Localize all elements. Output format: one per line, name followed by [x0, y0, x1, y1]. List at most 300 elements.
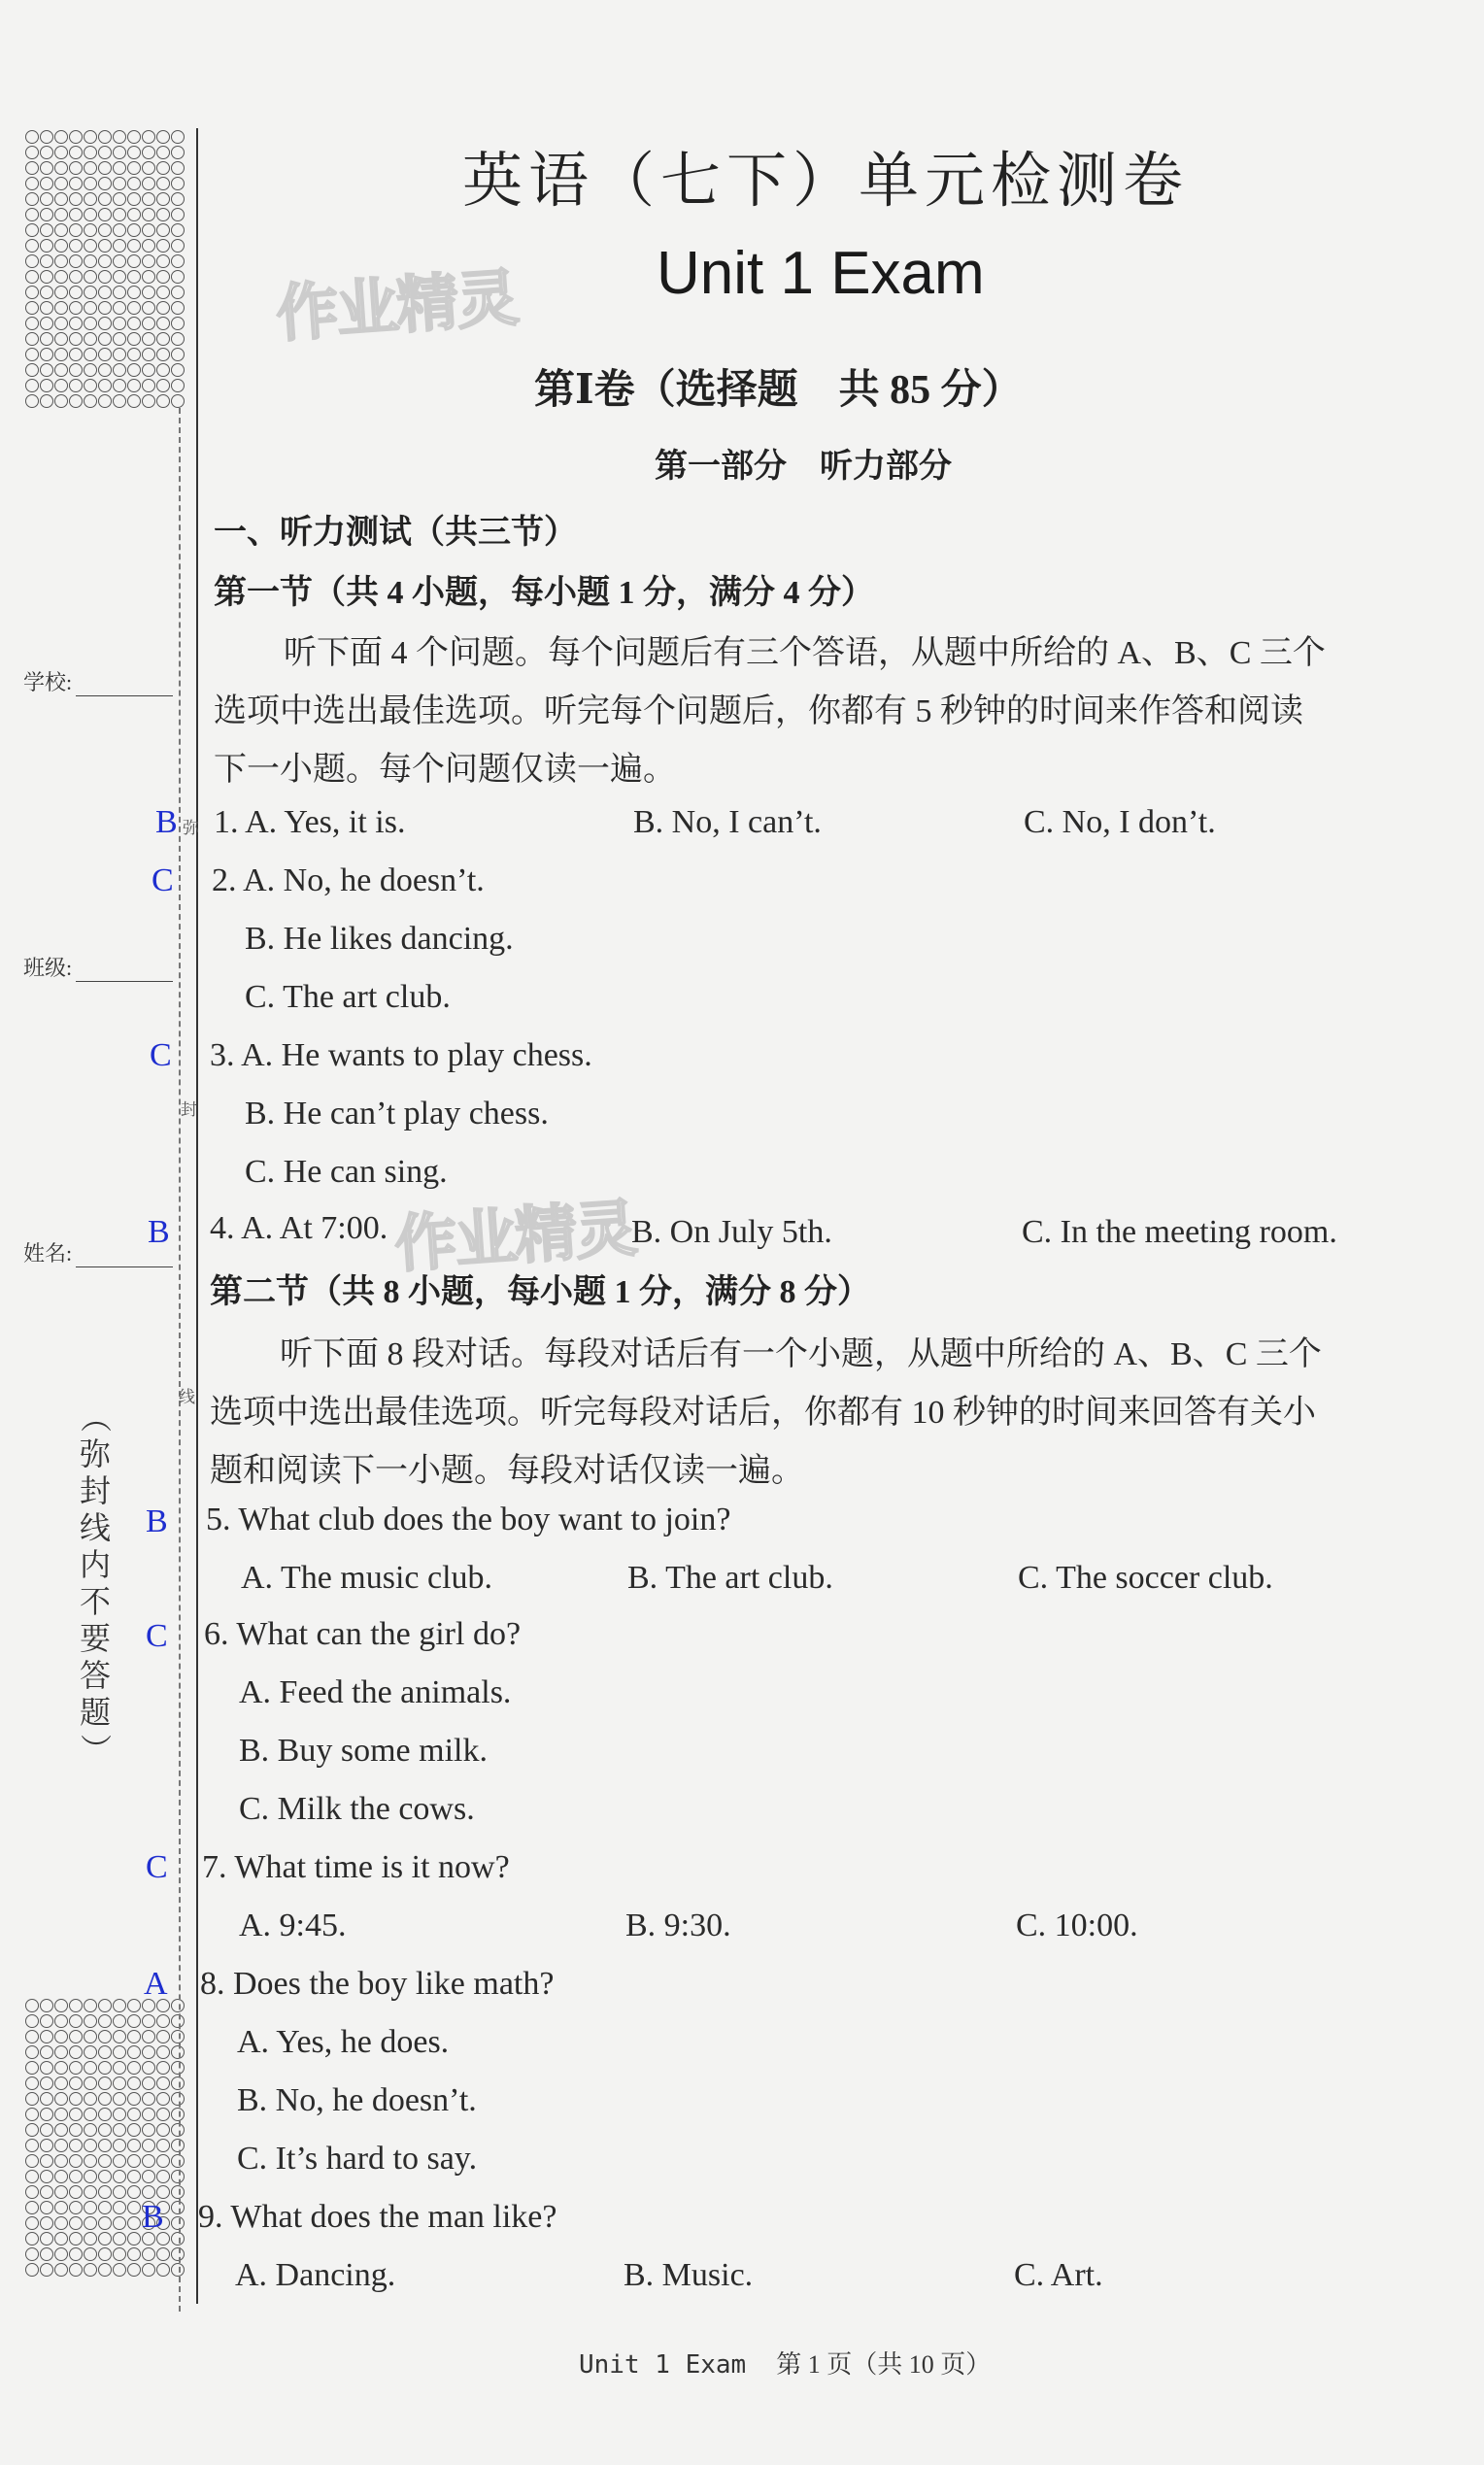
binding-circle [127, 2077, 141, 2090]
binding-circle [69, 394, 83, 408]
binding-circle [156, 270, 170, 284]
binding-circle [127, 2014, 141, 2028]
binding-circle-row [25, 363, 190, 379]
binding-circle [171, 363, 185, 377]
seal-note-char: 不 [79, 1584, 111, 1619]
binding-circle [54, 2077, 68, 2090]
binding-circle [156, 379, 170, 392]
binding-circle [54, 379, 68, 392]
binding-circle [25, 363, 39, 377]
binding-circle [156, 161, 170, 175]
listening-heading: 一、听力测试（共三节） [214, 515, 577, 551]
binding-circle [54, 270, 68, 284]
binding-circle [40, 2108, 53, 2121]
binding-circle [113, 2077, 126, 2090]
binding-circle [84, 332, 97, 346]
binding-circle [98, 192, 112, 206]
binding-circle [127, 161, 141, 175]
binding-circle [84, 2108, 97, 2121]
binding-circle [69, 270, 83, 284]
binding-circle [98, 2154, 112, 2168]
binding-circle [25, 394, 39, 408]
q1-option-b: B. No, I can’t. [633, 804, 822, 840]
q1-option-c: C. No, I don’t. [1024, 804, 1216, 840]
binding-circle-row [25, 317, 190, 332]
binding-circle [113, 2014, 126, 2028]
binding-circle [113, 1999, 126, 2012]
binding-circle [171, 1999, 185, 2012]
binding-circle-row [25, 2216, 190, 2232]
binding-circle [54, 2139, 68, 2152]
binding-circle [69, 192, 83, 206]
binding-circle [142, 379, 155, 392]
seal-char-feng: 封 [181, 1100, 197, 1119]
binding-circle [54, 2014, 68, 2028]
binding-circle [171, 332, 185, 346]
binding-circle [156, 332, 170, 346]
binding-circle [69, 2123, 83, 2137]
binding-circle [54, 208, 68, 221]
binding-circle-row [25, 2154, 190, 2170]
binding-circle [54, 332, 68, 346]
binding-circle-row [25, 223, 190, 239]
binding-circle [25, 301, 39, 315]
binding-circle [54, 2247, 68, 2261]
binding-circle [98, 2092, 112, 2106]
binding-circle-row [25, 2014, 190, 2030]
binding-circle [142, 2092, 155, 2106]
binding-circle [25, 2061, 39, 2075]
binding-circle [98, 2045, 112, 2059]
binding-circle [69, 2232, 83, 2246]
binding-circle [40, 2014, 53, 2028]
binding-circle [156, 363, 170, 377]
binding-circle [156, 177, 170, 190]
seal-note-char: 答 [79, 1658, 111, 1693]
binding-circle [25, 1999, 39, 2012]
binding-circle-row [25, 394, 190, 410]
binding-circle [127, 192, 141, 206]
binding-circle [98, 2263, 112, 2277]
binding-circle [69, 2108, 83, 2121]
seal-note-char: 线 [79, 1510, 111, 1545]
binding-circle [40, 348, 53, 361]
binding-circle-row [25, 2092, 190, 2108]
q7-option-c: C. 10:00. [1016, 1908, 1138, 1943]
binding-circle [25, 223, 39, 237]
binding-circle [113, 223, 126, 237]
binding-circle [142, 2123, 155, 2137]
binding-circle [25, 270, 39, 284]
binding-circle [156, 2014, 170, 2028]
binding-circle [142, 301, 155, 315]
binding-circle [98, 2077, 112, 2090]
binding-circle-row [25, 348, 190, 363]
binding-circle [40, 2201, 53, 2214]
binding-circle-row [25, 286, 190, 301]
binding-circle [127, 2092, 141, 2106]
binding-circle [113, 394, 126, 408]
binding-circle [113, 177, 126, 190]
binding-circle [84, 2014, 97, 2028]
binding-circle [171, 223, 185, 237]
binding-circle [171, 379, 185, 392]
binding-circle [40, 270, 53, 284]
binding-circle [40, 394, 53, 408]
binding-circle [142, 2014, 155, 2028]
binding-circle [142, 2077, 155, 2090]
binding-circle [54, 1999, 68, 2012]
q5-option-b: B. The art club. [627, 1560, 833, 1596]
binding-circle [84, 2092, 97, 2106]
binding-circle [171, 239, 185, 253]
binding-circle [113, 363, 126, 377]
binding-circle [54, 2061, 68, 2075]
binding-circle [127, 2139, 141, 2152]
binding-circle [25, 2092, 39, 2106]
binding-circle [69, 1999, 83, 2012]
q9-option-c: C. Art. [1014, 2257, 1103, 2293]
binding-circle-row [25, 177, 190, 192]
answer-q8: A [144, 1966, 168, 2002]
binding-circle [113, 2247, 126, 2261]
binding-circle [25, 2123, 39, 2137]
binding-circle [142, 2061, 155, 2075]
q8-option-a: A. Yes, he does. [237, 2024, 450, 2060]
binding-circle-row [25, 2030, 190, 2045]
binding-circle [98, 348, 112, 361]
answer-q4: B [148, 1214, 170, 1250]
binding-circle [69, 146, 83, 159]
binding-circle [113, 239, 126, 253]
binding-circle [156, 2092, 170, 2106]
binding-circle [127, 394, 141, 408]
school-field[interactable] [23, 666, 173, 696]
binding-circle [54, 192, 68, 206]
binding-circle [156, 286, 170, 299]
binding-circle [113, 2232, 126, 2246]
binding-circle [54, 2092, 68, 2106]
question-6: 6. What can the girl do? [204, 1616, 522, 1652]
binding-circle [25, 2139, 39, 2152]
binding-circle [69, 286, 83, 299]
exam-title: 英语（七下）单元检测卷 [462, 149, 1190, 215]
binding-circle [84, 223, 97, 237]
binding-circle [142, 286, 155, 299]
binding-circle [127, 146, 141, 159]
binding-circle [113, 270, 126, 284]
binding-circle [127, 270, 141, 284]
question-2: 2. A. No, he doesn’t. [212, 862, 485, 898]
binding-circle [127, 286, 141, 299]
binding-circle [171, 2247, 185, 2261]
binding-circle [40, 208, 53, 221]
q8-option-c: C. It’s hard to say. [237, 2141, 478, 2177]
binding-circle [40, 192, 53, 206]
binding-circle [69, 177, 83, 190]
binding-circle [113, 161, 126, 175]
binding-circle [84, 2216, 97, 2230]
binding-circle [98, 301, 112, 315]
binding-circle [156, 130, 170, 144]
binding-circle [127, 2247, 141, 2261]
section-1-instructions-line-3: 下一小题。每个问题仅读一遍。 [214, 752, 676, 788]
binding-circles-bottom [25, 1999, 190, 2279]
binding-circle [98, 332, 112, 346]
binding-circle [127, 2232, 141, 2246]
binding-circle-row [25, 161, 190, 177]
binding-circle [84, 2061, 97, 2075]
binding-circle [69, 2061, 83, 2075]
binding-circle [171, 192, 185, 206]
binding-circle [156, 2154, 170, 2168]
binding-circle [98, 317, 112, 330]
binding-circle [54, 301, 68, 315]
binding-circle [98, 2061, 112, 2075]
binding-circle [40, 2154, 53, 2168]
binding-circle-row [25, 192, 190, 208]
binding-circle-row [25, 270, 190, 286]
binding-circle-row [25, 2061, 190, 2077]
binding-circle [54, 317, 68, 330]
binding-circle [40, 223, 53, 237]
binding-circle [98, 363, 112, 377]
binding-circles-top [25, 130, 190, 410]
binding-circle [171, 301, 185, 315]
seal-char-mi: 弥 [183, 819, 199, 837]
binding-circle [25, 2247, 39, 2261]
binding-circle [171, 2123, 185, 2137]
binding-circle [40, 286, 53, 299]
binding-circle [156, 2123, 170, 2137]
binding-circle [54, 2185, 68, 2199]
binding-circle [40, 161, 53, 175]
binding-circle [113, 2061, 126, 2075]
binding-circle [40, 2077, 53, 2090]
binding-circle [156, 348, 170, 361]
binding-circle [98, 2014, 112, 2028]
binding-circle [142, 2108, 155, 2121]
binding-circle [69, 2030, 83, 2043]
binding-circle [54, 2030, 68, 2043]
binding-circle [25, 2077, 39, 2090]
binding-circle [54, 348, 68, 361]
question-1: 1. A. Yes, it is. [214, 804, 406, 840]
seal-dashed-line [179, 408, 181, 2312]
binding-circle [69, 2170, 83, 2183]
binding-circle [84, 130, 97, 144]
q2-option-c: C. The art club. [245, 979, 451, 1015]
section-2-heading: 第二节（共 8 小题，每小题 1 分，满分 8 分） [210, 1274, 870, 1310]
binding-circle [25, 239, 39, 253]
binding-circle [98, 2216, 112, 2230]
binding-circle [171, 2077, 185, 2090]
binding-circle [142, 239, 155, 253]
binding-circle [171, 317, 185, 330]
binding-circle [171, 2108, 185, 2121]
binding-circle [127, 2061, 141, 2075]
binding-circle [98, 1999, 112, 2012]
binding-circle [127, 223, 141, 237]
binding-circle [25, 2232, 39, 2246]
binding-circle [40, 146, 53, 159]
binding-circle [127, 177, 141, 190]
binding-circle [142, 270, 155, 284]
binding-circle [98, 130, 112, 144]
binding-circle-row [25, 239, 190, 254]
binding-circle [171, 2263, 185, 2277]
binding-circle [84, 301, 97, 315]
q4-option-c: C. In the meeting room. [1022, 1214, 1337, 1250]
binding-circle [84, 2263, 97, 2277]
binding-circle [54, 239, 68, 253]
section-2-instructions-line-2: 选项中选出最佳选项。听完每段对话后，你都有 10 秒钟的时间来回答有关小 [210, 1395, 1316, 1431]
binding-circle [84, 2247, 97, 2261]
binding-circle [98, 394, 112, 408]
page-footer [579, 2345, 991, 2381]
binding-border-line [196, 128, 198, 2304]
binding-circle [171, 2092, 185, 2106]
binding-circle [127, 1999, 141, 2012]
binding-circle [127, 2123, 141, 2137]
binding-circle [156, 2108, 170, 2121]
binding-circle [84, 2077, 97, 2090]
binding-circle [69, 379, 83, 392]
binding-circle [84, 1999, 97, 2012]
binding-circle [156, 192, 170, 206]
binding-circle [98, 2170, 112, 2183]
binding-circle [113, 2185, 126, 2199]
binding-circle [40, 2232, 53, 2246]
binding-circle [142, 254, 155, 268]
binding-circle [171, 2030, 185, 2043]
binding-circle [54, 2216, 68, 2230]
answer-q1: B [155, 804, 178, 840]
binding-circle [171, 161, 185, 175]
question-7: 7. What time is it now? [202, 1849, 510, 1885]
binding-circle [54, 394, 68, 408]
binding-circle-row [25, 208, 190, 223]
binding-circle [69, 301, 83, 315]
binding-circle [98, 177, 112, 190]
section-1-instructions-line-2: 选项中选出最佳选项。听完每个问题后，你都有 5 秒钟的时间来作答和阅读 [214, 693, 1303, 729]
binding-circle [84, 379, 97, 392]
school-underline [76, 676, 173, 696]
binding-circle [54, 161, 68, 175]
binding-circle [84, 192, 97, 206]
binding-circle [142, 317, 155, 330]
q3-option-b: B. He can’t play chess. [245, 1096, 549, 1131]
binding-circle [113, 301, 126, 315]
binding-circle [156, 2247, 170, 2261]
binding-circle [69, 254, 83, 268]
q8-option-b: B. No, he doesn’t. [237, 2082, 477, 2118]
binding-circle [25, 161, 39, 175]
question-4: 4. A. At 7:00. [210, 1210, 388, 1246]
binding-circle [98, 2185, 112, 2199]
q9-option-b: B. Music. [624, 2257, 754, 2293]
binding-circle-row [25, 2139, 190, 2154]
binding-circle [142, 363, 155, 377]
binding-circle [127, 2045, 141, 2059]
q7-option-b: B. 9:30. [625, 1908, 731, 1943]
binding-circle [127, 130, 141, 144]
class-field[interactable] [23, 952, 173, 982]
binding-circle [69, 2185, 83, 2199]
binding-circle [127, 2154, 141, 2168]
binding-circle [54, 2201, 68, 2214]
binding-circle [127, 239, 141, 253]
binding-circle [40, 2030, 53, 2043]
binding-circle [69, 2263, 83, 2277]
footer-unit: Unit 1 Exam [579, 2350, 747, 2380]
binding-circle [40, 2216, 53, 2230]
binding-circle [69, 363, 83, 377]
binding-circle-row [25, 146, 190, 161]
binding-circle [54, 177, 68, 190]
binding-circle [127, 332, 141, 346]
binding-circle [171, 2014, 185, 2028]
binding-circle [84, 239, 97, 253]
binding-circle [40, 2247, 53, 2261]
q6-option-a: A. Feed the animals. [239, 1674, 512, 1710]
binding-circle [171, 254, 185, 268]
binding-circle-row [25, 332, 190, 348]
binding-circle [127, 2170, 141, 2183]
binding-circle [84, 161, 97, 175]
binding-circle [142, 161, 155, 175]
binding-circle [171, 177, 185, 190]
binding-circle [69, 2201, 83, 2214]
binding-circle [127, 317, 141, 330]
binding-circle-row [25, 2123, 190, 2139]
binding-circle [171, 2185, 185, 2199]
binding-circle [113, 2123, 126, 2137]
binding-circle [98, 2108, 112, 2121]
binding-circle [84, 394, 97, 408]
binding-circle [156, 223, 170, 237]
section-1-instructions-line-1: 听下面 4 个问题。每个问题后有三个答语，从题中所给的 A、B、C 三个 [284, 635, 1326, 671]
binding-circle [40, 301, 53, 315]
binding-circle [25, 379, 39, 392]
answer-q9: B [142, 2199, 164, 2235]
binding-circle [40, 239, 53, 253]
binding-circle [25, 2030, 39, 2043]
binding-circle [171, 208, 185, 221]
question-3: 3. A. He wants to play chess. [210, 1037, 592, 1073]
binding-circle-row [25, 2232, 190, 2247]
watermark-middle: 作业精灵 [392, 1193, 638, 1282]
binding-circle [54, 130, 68, 144]
seal-note-char: 弥 [79, 1436, 111, 1471]
binding-circle [84, 363, 97, 377]
binding-circle [127, 348, 141, 361]
binding-circle [84, 2185, 97, 2199]
binding-circle-row [25, 2170, 190, 2185]
binding-circle-row [25, 130, 190, 146]
binding-circle [171, 270, 185, 284]
binding-circle [156, 254, 170, 268]
binding-circle [98, 270, 112, 284]
binding-circle [113, 2045, 126, 2059]
binding-circle [69, 2154, 83, 2168]
binding-circle-row [25, 2247, 190, 2263]
seal-note-char: 要 [79, 1621, 111, 1656]
seal-note-char: （ [78, 1401, 113, 1433]
binding-circle [171, 130, 185, 144]
binding-circle [98, 379, 112, 392]
answer-q2: C [152, 862, 174, 898]
